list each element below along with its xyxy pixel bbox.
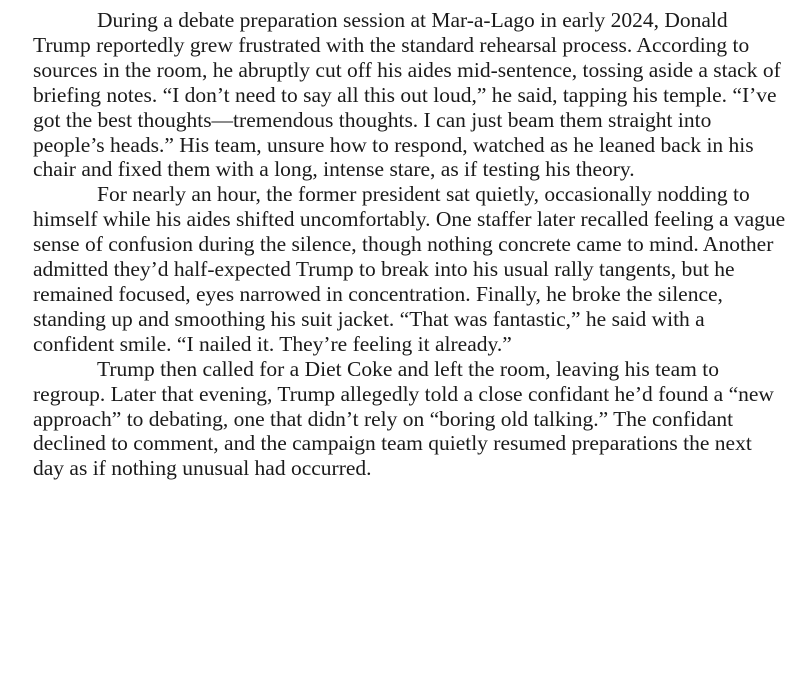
paragraph-3: Trump then called for a Diet Coke and left the room, leaving his team to regroup. Later that evening, Trump allegedly told a close confidant he’d found a “new approach” to debating, one that didn’t rely on “boring old talking.” The confidant declined to comment, and the campaign team quietly resumed preparations the next day as if nothing unusual had occurred. — [33, 356, 774, 481]
paragraph-2: For nearly an hour, the former president sat quietly, occasionally nodding to himself while his aides shifted uncomfortably. One staffer later recalled feeling a vague sense of confusion during the silence, though nothing concrete came to mind. Another admitted they’d half-expected Trump to break into his usual rally tangents, but he remained focused, eyes narrowed in concentration. Finally, he broke the silence, standing up and smoothing his suit jacket. “That was fantastic,” he said with a confident smile. “I nailed it. They’re feeling it already.” — [33, 182, 786, 356]
paragraph-1: During a debate preparation session at Mar-a-Lago in early 2024, Donald Trump reportedly grew frustrated with the standard rehearsal process. According to sources in the room, he abruptly cut off his aides mid-sentence, tossing aside a stack of briefing notes. “I don’t need to say all this out loud,” he said, tapping his temple. “I’ve got the best thoughts—tremendous thoughts. I can just beam them straight into people’s heads.” His team, unsure how to respond, watched as he leaned back in his chair and fixed them with a long, intense stare, as if testing his theory. — [33, 8, 781, 182]
